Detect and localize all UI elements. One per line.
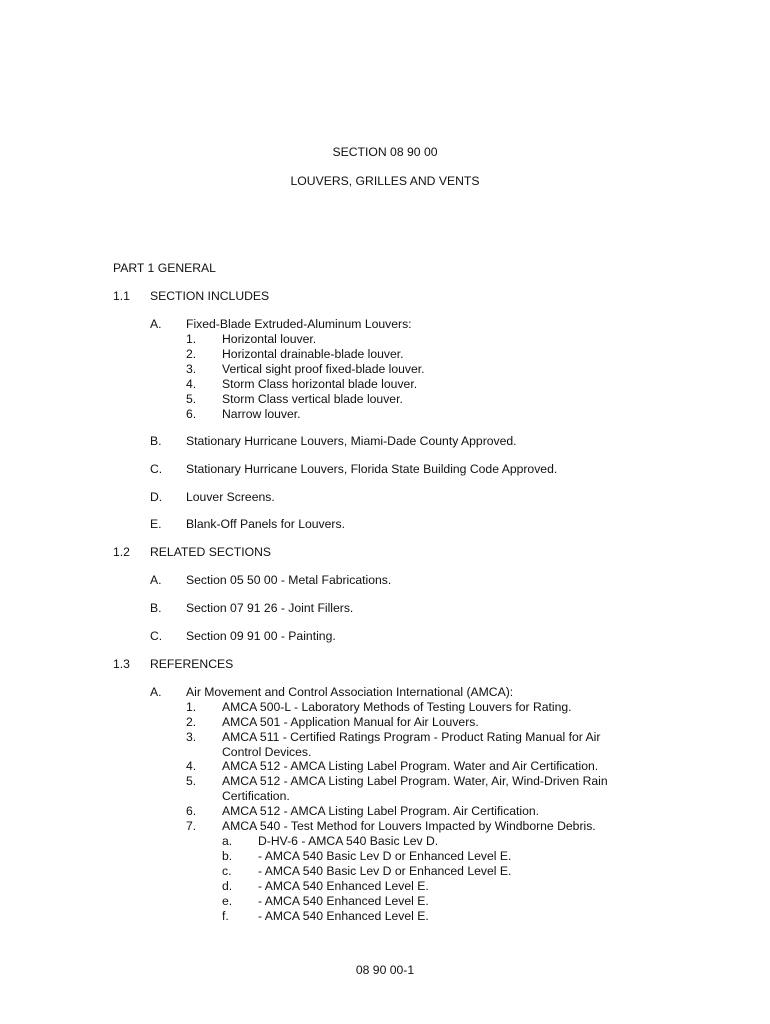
sub-item-letter: a. — [222, 834, 233, 848]
list-item-text: Storm Class vertical blade louver. — [222, 392, 403, 406]
list-item-text: AMCA 512 - AMCA Listing Label Program. Air Certification. — [222, 804, 540, 818]
sub-item-letter: e. — [222, 894, 233, 908]
sub-item-letter: f. — [222, 909, 229, 923]
list-item-text: AMCA 540 - Test Method for Louvers Impacted by Windborne Debris. — [222, 819, 596, 833]
paragraph-text: Section 09 91 00 - Painting. — [186, 629, 336, 643]
list-item-number: 4. — [186, 377, 197, 391]
list-item-text: AMCA 501 - Application Manual for Air Louvers. — [222, 715, 479, 729]
paragraph-label: C. — [150, 629, 163, 643]
document-title: LOUVERS, GRILLES AND VENTS — [290, 174, 480, 188]
list-item-text: Vertical sight proof fixed-blade louver. — [222, 362, 425, 376]
paragraph-text: Louver Screens. — [186, 490, 275, 504]
article-number: 1.1 — [113, 289, 130, 303]
paragraph-text: Air Movement and Control Association International (AMCA): — [186, 685, 514, 699]
paragraph-label: B. — [150, 434, 162, 448]
sub-item-text: - AMCA 540 Basic Lev D or Enhanced Level E. — [258, 864, 512, 878]
paragraph-text: Stationary Hurricane Louvers, Miami-Dade County Approved. — [186, 434, 517, 448]
list-item-number: 4. — [186, 759, 197, 773]
list-item-number: 1. — [186, 700, 197, 714]
list-item-number: 3. — [186, 362, 197, 376]
sub-item-text: - AMCA 540 Enhanced Level E. — [258, 894, 429, 908]
list-item-text: Horizontal drainable-blade louver. — [222, 347, 404, 361]
paragraph-label: D. — [150, 490, 163, 504]
article-title: RELATED SECTIONS — [150, 545, 271, 559]
list-item-text: Storm Class horizontal blade louver. — [222, 377, 418, 391]
sub-item-letter: c. — [222, 864, 232, 878]
list-item-text: AMCA 512 - AMCA Listing Label Program. Water, Air, Wind-Driven Rain — [222, 774, 608, 788]
paragraph-text: Fixed-Blade Extruded-Aluminum Louvers: — [186, 317, 412, 331]
sub-item-text: - AMCA 540 Basic Lev D or Enhanced Level E. — [258, 849, 512, 863]
list-item-number: 5. — [186, 774, 197, 788]
article-title: REFERENCES — [150, 657, 234, 671]
list-item-text: AMCA 511 - Certified Ratings Program - Product Rating Manual for Air — [222, 730, 601, 744]
list-item-number: 5. — [186, 392, 197, 406]
list-item-text: Horizontal louver. — [222, 332, 317, 346]
paragraph-label: B. — [150, 601, 162, 615]
list-item-number: 3. — [186, 730, 197, 744]
paragraph-text: Section 07 91 26 - Joint Fillers. — [186, 601, 354, 615]
list-item-text: AMCA 500-L - Laboratory Methods of Testing Louvers for Rating. — [222, 700, 572, 714]
paragraph-label: A. — [150, 573, 162, 587]
article-title: SECTION INCLUDES — [150, 289, 270, 303]
sub-item-text: - AMCA 540 Enhanced Level E. — [258, 909, 429, 923]
list-item-text-continued: Certification. — [222, 789, 290, 803]
paragraph-label: C. — [150, 462, 163, 476]
sub-item-text: D-HV-6 - AMCA 540 Basic Lev D. — [258, 834, 439, 848]
page-number: 08 90 00-1 — [355, 963, 415, 977]
paragraph-label: E. — [150, 517, 162, 531]
paragraph-label: A. — [150, 317, 162, 331]
paragraph-text: Section 05 50 00 - Metal Fabrications. — [186, 573, 392, 587]
sub-item-letter: d. — [222, 879, 233, 893]
article-number: 1.3 — [113, 657, 130, 671]
list-item-text: AMCA 512 - AMCA Listing Label Program. Water and Air Certification. — [222, 759, 599, 773]
list-item-number: 1. — [186, 332, 197, 346]
paragraph-text: Stationary Hurricane Louvers, Florida State Building Code Approved. — [186, 462, 558, 476]
paragraph-label: A. — [150, 685, 162, 699]
list-item-number: 6. — [186, 804, 197, 818]
list-item-text-continued: Control Devices. — [222, 745, 312, 759]
part-heading: PART 1 GENERAL — [113, 261, 216, 275]
list-item-number: 7. — [186, 819, 197, 833]
section-number: SECTION 08 90 00 — [332, 145, 438, 159]
list-item-number: 2. — [186, 715, 197, 729]
paragraph-text: Blank-Off Panels for Louvers. — [186, 517, 345, 531]
sub-item-text: - AMCA 540 Enhanced Level E. — [258, 879, 429, 893]
list-item-number: 2. — [186, 347, 197, 361]
list-item-text: Narrow louver. — [222, 407, 301, 421]
article-number: 1.2 — [113, 545, 130, 559]
list-item-number: 6. — [186, 407, 197, 421]
sub-item-letter: b. — [222, 849, 233, 863]
